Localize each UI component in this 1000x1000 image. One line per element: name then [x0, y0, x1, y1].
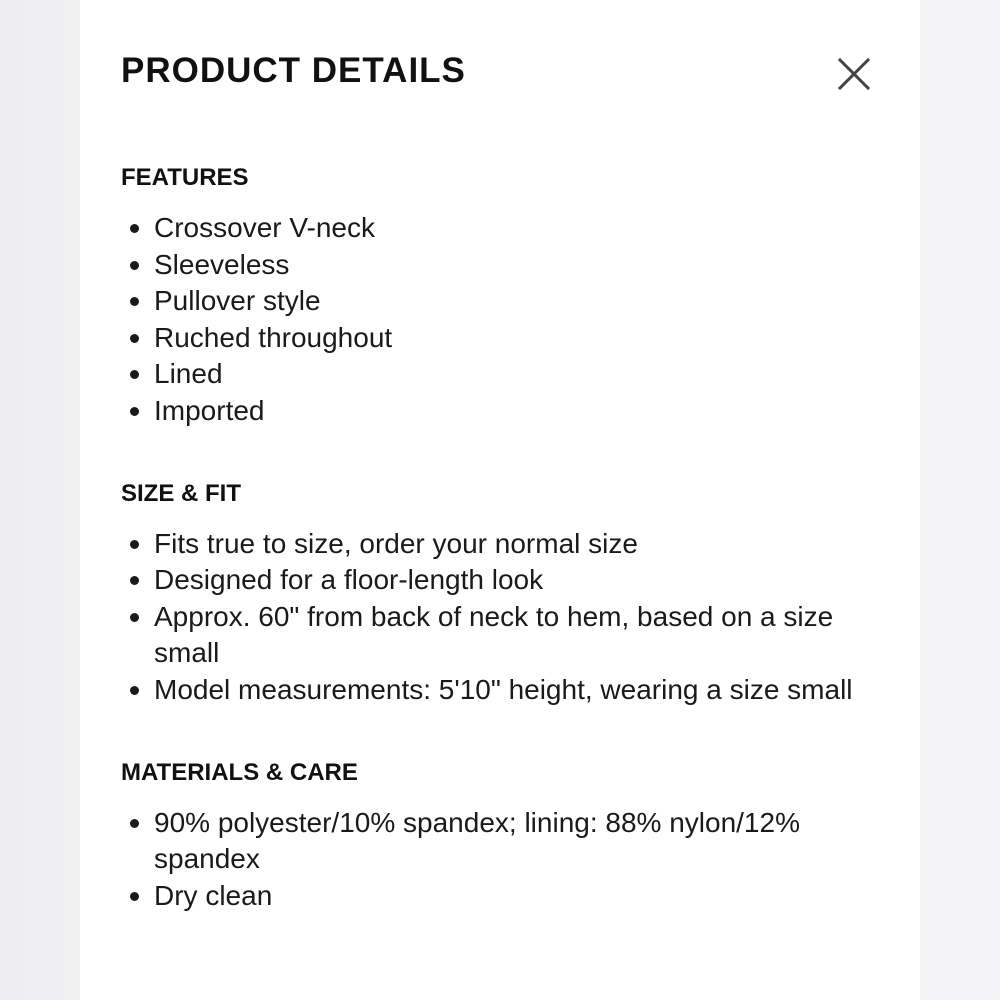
list-item-text: Model measurements: 5'10" height, wearing a size small — [154, 673, 853, 705]
bullet-dot-icon — [130, 261, 139, 270]
list-item-text: Approx. 60" from back of neck to hem, based on a size small — [154, 600, 834, 669]
list-item-text: Crossover V-neck — [154, 212, 375, 243]
list-item-text: Lined — [154, 358, 223, 390]
bullet-list — [121, 210, 901, 430]
list-item — [121, 283, 901, 320]
section-materials-care — [121, 757, 901, 915]
bullet-dot-icon — [130, 892, 139, 901]
list-item-text: 90% polyester/10% spandex; lining: 88% nylon/12% spandex — [154, 806, 800, 875]
section-size-fit — [121, 478, 901, 709]
section-heading: FEATURES — [121, 164, 249, 191]
list-item — [121, 526, 901, 563]
list-item — [121, 878, 901, 915]
modal-content — [121, 162, 901, 962]
list-item-text: Ruched throughout — [154, 321, 393, 353]
product-details-modal — [80, 0, 920, 1000]
bullet-dot-icon — [130, 370, 139, 379]
list-item — [121, 393, 901, 430]
list-item — [121, 320, 901, 357]
list-item-text: Designed for a floor-length look — [154, 564, 544, 596]
bullet-list — [121, 526, 901, 709]
section-heading: SIZE & FIT — [121, 479, 241, 507]
bullet-dot-icon — [130, 613, 139, 622]
list-item-text: Fits true to size, order your normal size — [154, 527, 638, 559]
bullet-dot-icon — [130, 686, 139, 695]
bullet-dot-icon — [130, 819, 139, 828]
list-item-text: Sleeveless — [154, 248, 290, 280]
close-icon — [832, 52, 876, 96]
section-features — [121, 162, 901, 430]
list-item — [121, 805, 901, 878]
list-item — [121, 562, 901, 599]
list-item-text: Imported — [154, 394, 265, 426]
bullet-dot-icon — [130, 540, 139, 549]
list-item — [121, 672, 901, 709]
bullet-dot-icon — [130, 224, 139, 233]
list-item — [121, 356, 901, 393]
close-button[interactable] — [832, 52, 876, 96]
bullet-dot-icon — [130, 407, 139, 416]
list-item-text: Pullover style — [154, 285, 321, 317]
list-item — [121, 247, 901, 284]
list-item-text: Dry clean — [154, 879, 273, 911]
bullet-dot-icon — [130, 334, 139, 343]
list-item — [121, 210, 901, 247]
list-item — [121, 599, 901, 672]
bullet-dot-icon — [130, 297, 139, 306]
bullet-list — [121, 805, 901, 915]
modal-title: PRODUCT DETAILS — [121, 51, 466, 90]
section-heading: MATERIALS & CARE — [121, 758, 358, 786]
bullet-dot-icon — [130, 576, 139, 585]
